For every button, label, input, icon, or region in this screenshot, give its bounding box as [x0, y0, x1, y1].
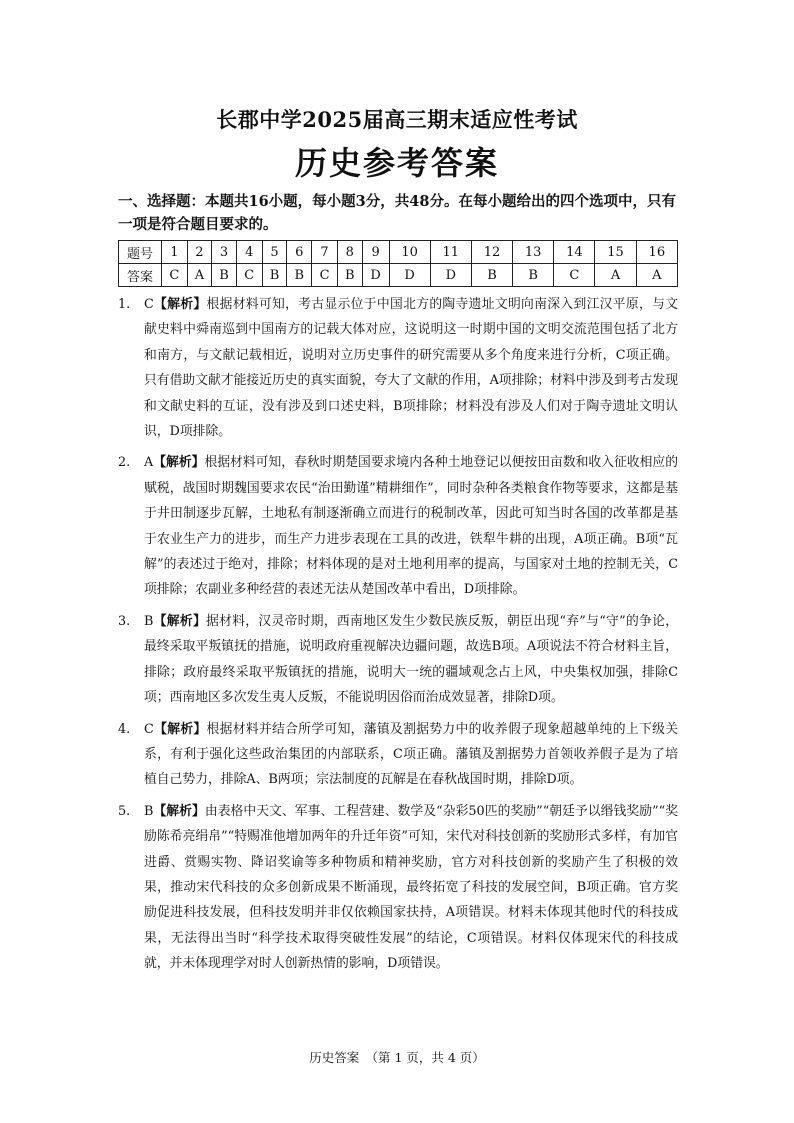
answer-cell: C	[236, 264, 262, 287]
item-text: 由表格中天文、军事、工程营建、数学及“杂彩50匹的奖励”“朝廷予以缗钱奖励”“奖励陈希亮绢帛”“特赐准他增加两年的升迁年资”可知，宋代对科技创新的奖励形式多样，有加官进爵、赏赐实物、降诏奖谕等多种物质和精神奖励，官方对科技创新的奖励产生了积极的效果，推动宋代科技的众多创新成果不断涌现，最终拓宽了科技的发展空间，B项正确。官方奖励促进科技发展，但科技发明并非仅依赖国家扶持，A项错误。材料未体现其他时代的科技成果，无法得出当时“科学技术取得突破性发展”的结论，C项错误。材料仅体现宋代的科技成就，并未体现理学对时人创新热情的影响，D项错误。	[144, 803, 679, 972]
answer-cell: B	[337, 264, 362, 287]
item-answer: B	[144, 613, 154, 629]
analysis-tag: 【解析】	[153, 297, 207, 312]
answer-cell: B	[287, 264, 312, 287]
explanation-item	[118, 717, 678, 793]
question-number-cell: 2	[187, 241, 211, 264]
question-number-cell: 5	[262, 241, 287, 264]
item-answer: C	[144, 297, 154, 312]
question-number-cell: 12	[471, 241, 512, 264]
question-number-cell: 6	[287, 241, 312, 264]
item-answer: C	[144, 721, 154, 737]
answer-cell: D	[362, 264, 389, 287]
answer-cell: C	[312, 264, 338, 287]
question-number-cell: 16	[636, 241, 677, 264]
explanation-item	[118, 292, 678, 444]
answer-cell: B	[513, 264, 554, 287]
question-number-cell: 13	[513, 241, 554, 264]
item-text: 根据材料并结合所学可知，藩镇及割据势力中的收养假子现象超越单纯的上下级关系，有利于强化这些政治集团的内部联系，C项正确。藩镇及割据势力首领收养假子是为了培植自己势力，排除A、B两项；宗法制度的瓦解是在春秋战国时期，排除D项。	[144, 721, 679, 788]
table-header-cell: 答案	[119, 264, 162, 287]
item-answer: A	[144, 455, 154, 471]
item-number: 3.	[118, 613, 131, 629]
explanation-item	[118, 609, 678, 711]
answer-cell: D	[430, 264, 471, 287]
question-number-cell: 15	[595, 241, 636, 264]
table-row-numbers	[119, 241, 678, 264]
item-number: 4.	[118, 721, 131, 737]
answer-cell: A	[595, 264, 636, 287]
question-number-cell: 3	[212, 241, 237, 264]
explanation-list	[118, 292, 678, 983]
answer-cell: B	[471, 264, 512, 287]
answer-table	[118, 240, 678, 287]
question-number-cell: 14	[554, 241, 595, 264]
exam-title: 长郡中学2025届高三期末适应性考试	[216, 107, 578, 132]
explanation-item	[118, 799, 678, 977]
analysis-tag: 【解析】	[153, 455, 205, 471]
item-text: 据材料，汉灵帝时期，西南地区发生少数民族反叛，朝臣出现“弃”与“守”的争论，最终采取平叛镇抚的措施，说明政府重视解决边疆问题，故选B项。A项说法不符合材料主旨，排除；政府最终采取平叛镇抚的措施，说明大一统的疆域观念占上风，中央集权加强，排除C项；西南地区多次发生夷人反叛，不能说明因俗而治成效显著，排除D项。	[144, 613, 679, 706]
question-number-cell: 7	[312, 241, 338, 264]
section-heading: 一、选择题：本题共16小题，每小题3分，共48分。在每小题给出的四个选项中，只有一项是符合题目要求的。	[118, 193, 676, 233]
question-number-cell: 9	[362, 241, 389, 264]
page-footer: 历史答案 （第 1 页，共 4 页）	[309, 1050, 485, 1065]
analysis-tag: 【解析】	[153, 803, 205, 819]
analysis-tag: 【解析】	[153, 721, 207, 737]
answer-cell: C	[162, 264, 188, 287]
item-number: 5.	[118, 803, 131, 819]
question-number-cell: 8	[337, 241, 362, 264]
answer-cell: A	[636, 264, 677, 287]
table-header-cell: 题号	[119, 241, 162, 264]
answer-cell: B	[212, 264, 237, 287]
question-number-cell: 4	[236, 241, 262, 264]
table-row-answers	[119, 264, 678, 287]
item-number: 1.	[118, 297, 131, 312]
item-number: 2.	[118, 455, 131, 471]
question-number-cell: 1	[162, 241, 188, 264]
page-title: 历史参考答案	[294, 144, 499, 182]
question-number-cell: 11	[430, 241, 471, 264]
question-number-cell: 10	[389, 241, 430, 264]
answer-cell: A	[187, 264, 211, 287]
item-text: 根据材料可知，春秋时期楚国要求境内各种土地登记以便按田亩数和收入征收相应的赋税，战国时期魏国要求农民“治田勤谨”精耕细作”，同时杂种各类粮食作物等要求，这都是基于井田制逐步瓦解，土地私有制逐渐确立而进行的税制改革，因此可知当时各国的改革都是基于农业生产力的进步，而生产力进步表现在工具的改进，铁犁牛耕的出现，A项正确。B项“瓦解”的表述过于绝对，排除；材料体现的是对土地利用率的提高，与国家对土地的控制无关，C项排除；农副业多种经营的表述无法从楚国改革中看出，D项排除。	[144, 455, 679, 598]
answer-cell: D	[389, 264, 430, 287]
analysis-tag: 【解析】	[153, 613, 207, 629]
answer-cell: C	[554, 264, 595, 287]
item-text: 根据材料可知，考古显示位于中国北方的陶寺遗址文明向南深入到江汉平原，与文献史料中舜南巡到中国南方的记载大体对应，这说明这一时期中国的文明交流范围包括了北方和南方，与文献记载相近，说明对立历史事件的研究需要从多个角度来进行分析，C项正确。只有借助文献才能接近历史的真实面貌，夸大了文献的作用，A项排除；材料中涉及到考古发现和文献史料的互证，没有涉及到口述史料，B项排除；材料没有涉及人们对于陶寺遗址文明认识，D项排除。	[144, 297, 679, 440]
explanation-item	[118, 450, 678, 602]
item-answer: B	[144, 803, 154, 819]
answer-cell: B	[262, 264, 287, 287]
